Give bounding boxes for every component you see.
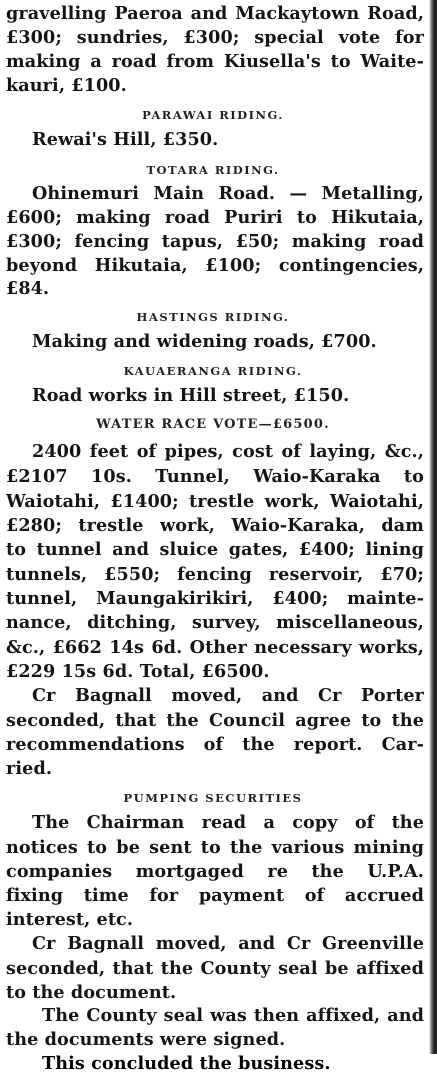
text-line: tunnel, Maungakirikiri, £400; mainte- — [6, 588, 424, 609]
text-line: The County seal was then affixed, and — [42, 1005, 424, 1026]
text-line: beyond Hikutaia, £100; contingencies, — [6, 255, 424, 276]
text-line: to the document. — [6, 982, 177, 1003]
text-line: Making and widening roads, £700. — [32, 331, 377, 352]
text-line: £600; making road Puriri to Hikutaia, — [6, 207, 424, 228]
section-heading: WATER RACE VOTE—£6500. — [96, 417, 330, 432]
text-line: 2400 feet of pipes, cost of laying, &c., — [32, 441, 424, 462]
text-line: notices to be sent to the various mining — [6, 837, 424, 858]
text-line: seconded, that the County seal be affixed — [6, 958, 424, 979]
text-line: Rewai's Hill, £350. — [32, 129, 219, 150]
text-line: seconded, that the Council agree to the — [6, 710, 424, 731]
text-line: companies mortgaged re the U.P.A. — [6, 861, 424, 882]
text-line: £280; trestle work, Waio-Karaka, dam — [6, 515, 424, 536]
text-line: &c., £662 14s 6d. Other necessary works, — [6, 637, 424, 658]
text-line: making a road from Kiusella's to Waite- — [6, 51, 424, 72]
text-line: Road works in Hill street, £150. — [32, 385, 350, 406]
text-line: kauri, £100. — [6, 75, 127, 96]
section-heading: TOTARA RIDING. — [146, 163, 280, 177]
text-line: interest, etc. — [6, 909, 134, 930]
page-edge-shadow — [429, 0, 437, 1054]
section-heading: PARAWAI RIDING. — [142, 108, 284, 122]
text-line: nance, ditching, survey, miscellaneous, — [6, 612, 424, 633]
text-line: The Chairman read a copy of the — [32, 812, 424, 833]
text-line: ried. — [6, 758, 53, 779]
section-heading: KAUAERANGA RIDING. — [123, 364, 303, 378]
text-line: £300; fencing tapus, £50; making road — [6, 231, 424, 252]
text-line: Cr Bagnall moved, and Cr Greenville — [32, 933, 424, 954]
text-line: Cr Bagnall moved, and Cr Porter — [32, 685, 424, 706]
text-line: to tunnel and sluice gates, £400; lining — [6, 539, 424, 560]
section-heading: HASTINGS RIDING. — [136, 310, 290, 324]
text-line: fixing time for payment of accrued — [6, 885, 424, 906]
text-line: £300; sundries, £300; special vote for — [6, 27, 424, 48]
text-line: Waiotahi, £1400; trestle work, Waiotahi, — [6, 491, 424, 512]
text-line: £229 15s 6d. Total, £6500. — [6, 661, 270, 682]
section-heading: PUMPING SECURITIES — [123, 791, 303, 805]
text-line: Ohinemuri Main Road. — Metalling, — [32, 183, 424, 204]
text-line: £2107 10s. Tunnel, Waio-Karaka to — [6, 466, 424, 487]
text-line: This concluded the business. — [42, 1053, 331, 1074]
text-line: gravelling Paeroa and Mackaytown Road, — [6, 3, 424, 24]
text-line: the documents were signed. — [6, 1029, 286, 1050]
text-line: £84. — [6, 278, 50, 299]
text-line: tunnels, £550; fencing reservoir, £70; — [6, 564, 424, 585]
text-line: recommendations of the report. Car- — [6, 734, 424, 755]
